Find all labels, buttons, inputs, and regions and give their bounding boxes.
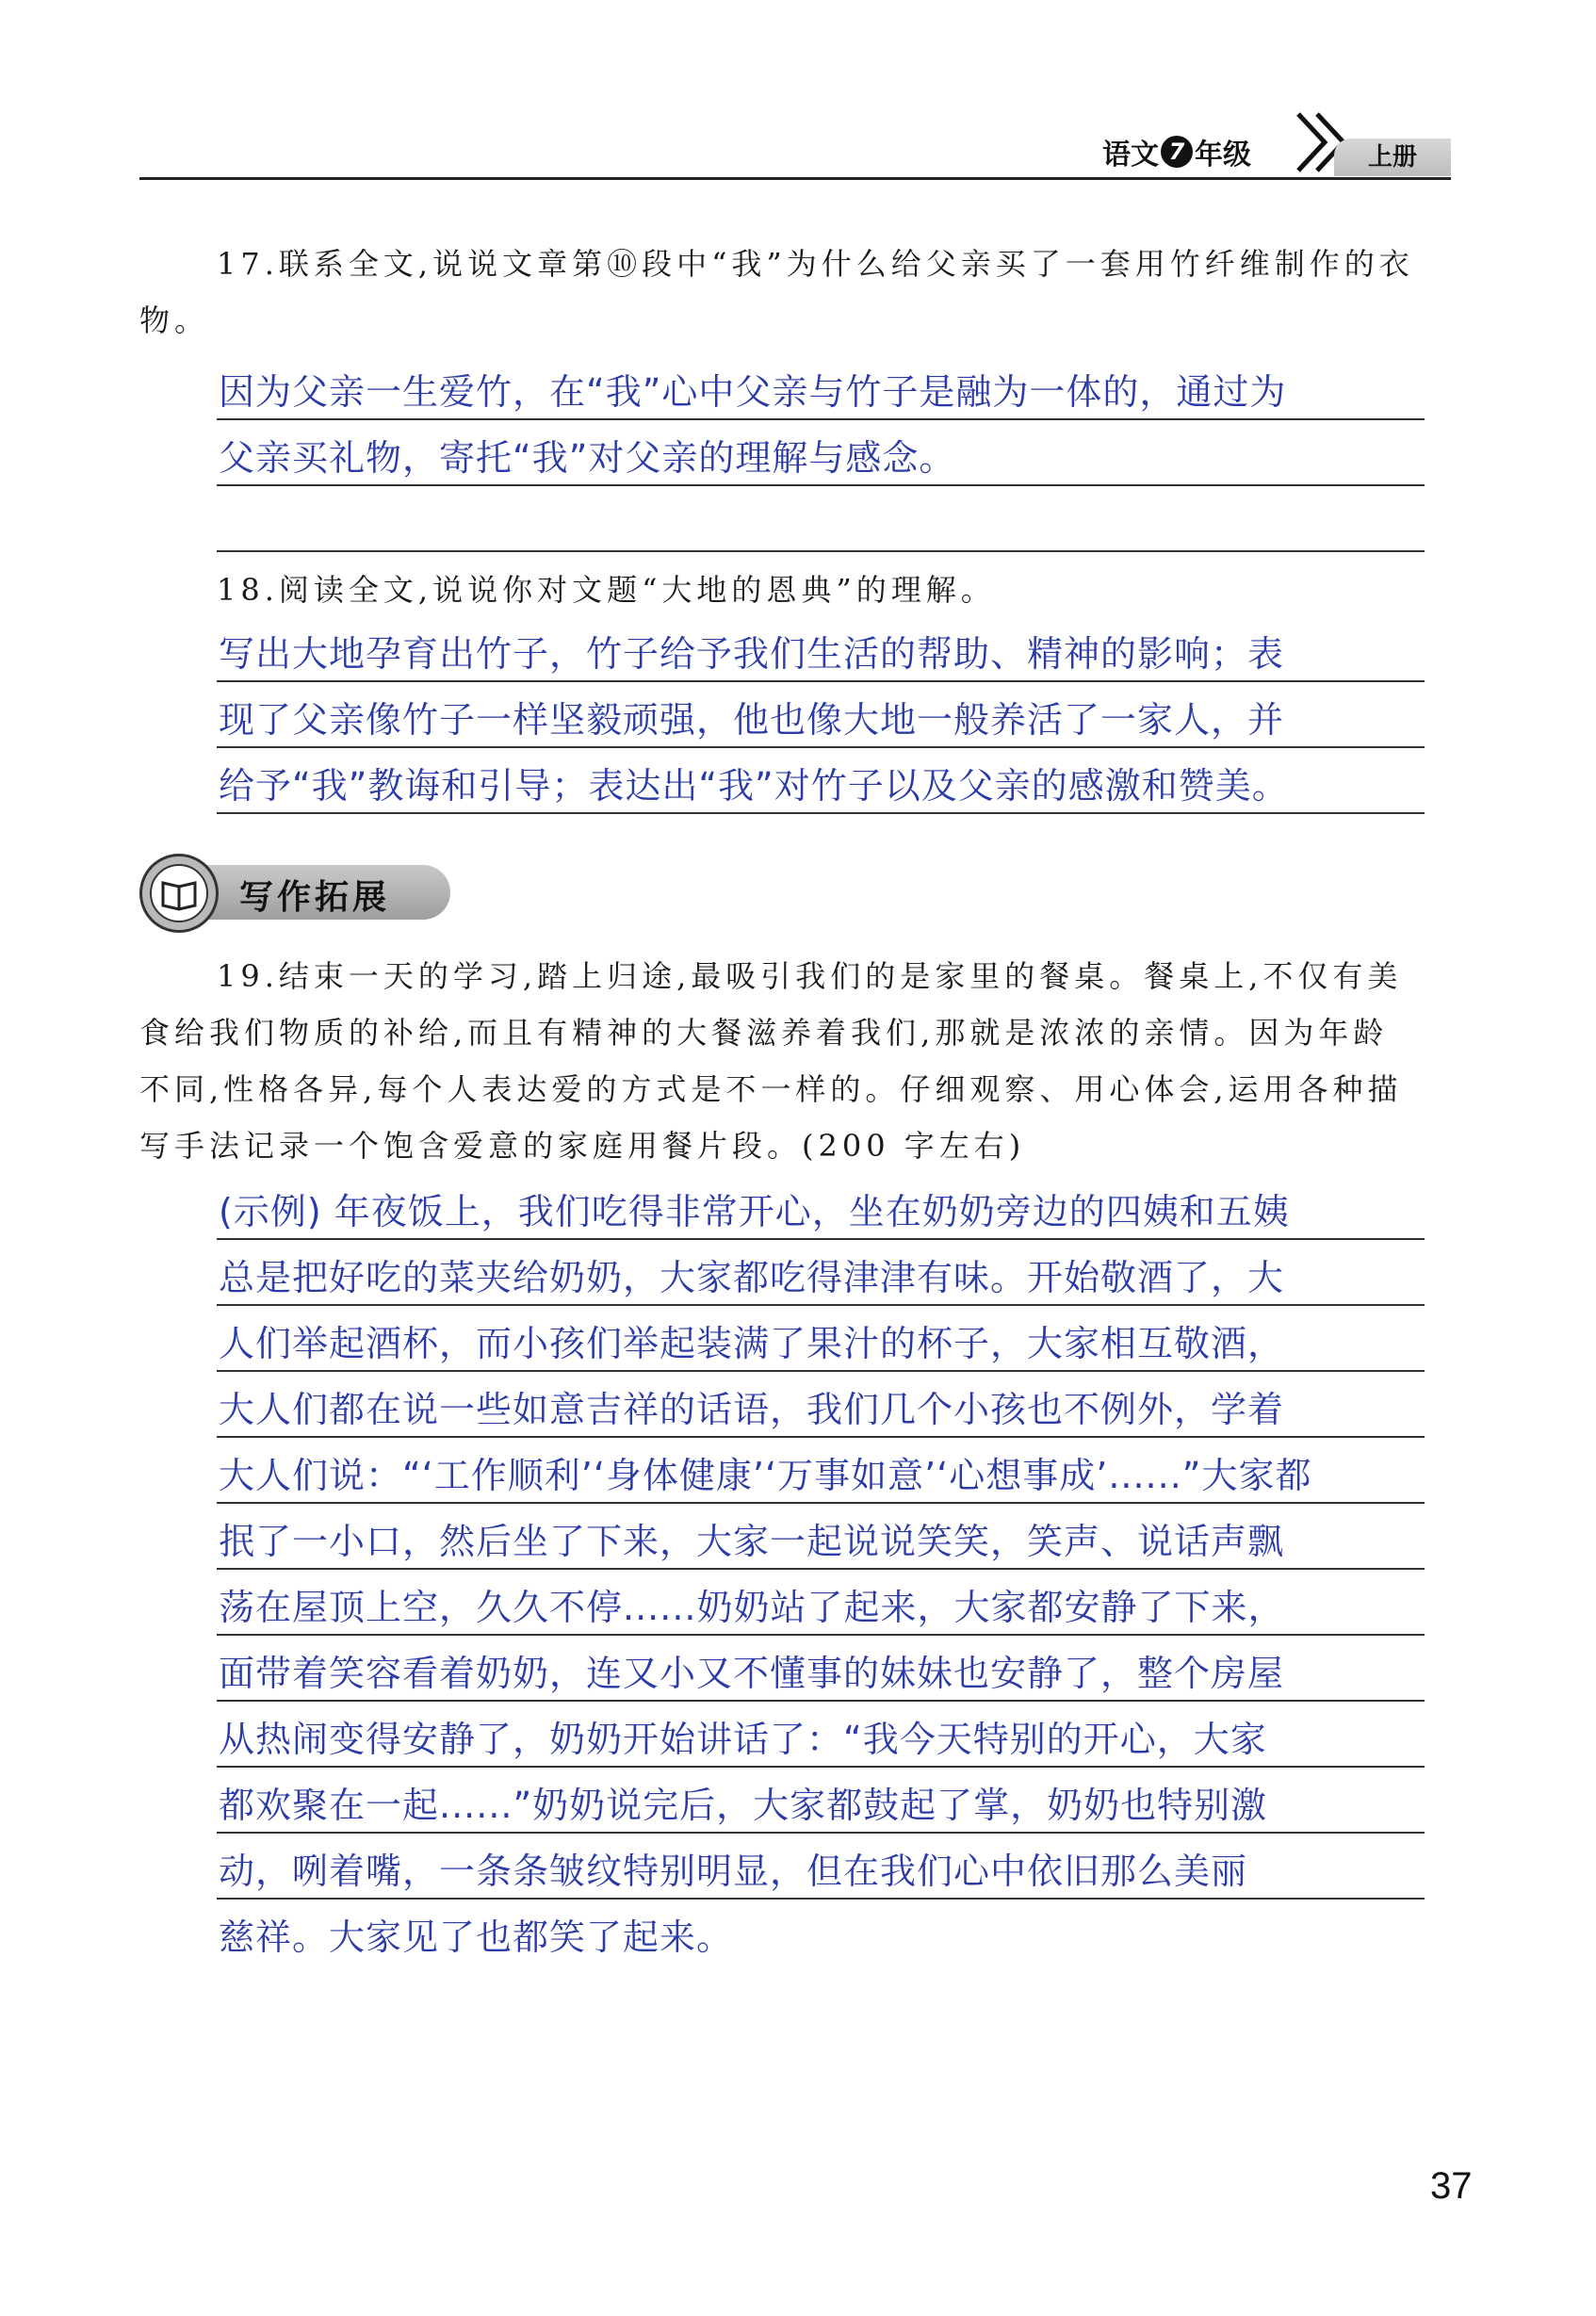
section-heading-writing — [139, 848, 450, 933]
page-header — [139, 127, 1451, 180]
answer-text: 大人们说：“‘工作顺利’‘身体健康’‘万事如意’‘心想事成’......”大家都 — [219, 1455, 1312, 1496]
question-18-prompt: 18.阅读全文,说说你对文题“大地的恩典”的理解。 — [217, 572, 996, 608]
answer-line — [217, 1438, 1425, 1504]
answer-line — [217, 748, 1425, 814]
open-book-icon — [139, 854, 219, 933]
answer-text: 从热闹变得安静了，奶奶开始讲话了：“我今天特别的开心，大家 — [219, 1719, 1267, 1760]
answer-line — [217, 1306, 1425, 1372]
grade-suffix: 年级 — [1195, 139, 1251, 171]
answer-line — [217, 420, 1425, 486]
question-17-prompt: 17.联系全文,说说文章第⑩段中“我”为什么给父亲买了一套用竹纤维制作的衣物。 — [139, 246, 1414, 338]
answer-line — [217, 1702, 1425, 1768]
page-number: 37 — [1430, 2165, 1473, 2207]
question-19-prompt: 19.结束一天的学习,踏上归途,最吸引我们的是家里的餐桌。餐桌上,不仅有美食给我们物质的补给,而且有精神的大餐滋养着我们,那就是浓浓的亲情。因为年龄不同,性格各异,每个人表达爱的方式是不一样的。仔细观察、用心体会,运用各种描写手法记录一个饱含爱意的家庭用餐片段。(200 字左右) — [139, 958, 1403, 1164]
answer-line — [217, 354, 1425, 420]
section-title: 写作拓展 — [239, 878, 391, 917]
subject-label: 语文 — [1102, 139, 1159, 171]
answer-text: (示例) 年夜饭上，我们吃得非常开心，坐在奶奶旁边的四姨和五姨 — [219, 1191, 1290, 1232]
question-18-answer — [217, 616, 1425, 814]
answer-text: 面带着笑容看着奶奶，连又小又不懂事的妹妹也安静了，整个房屋 — [219, 1653, 1285, 1694]
answer-line — [217, 1768, 1425, 1834]
grade-number-badge: 7 — [1161, 136, 1193, 168]
answer-line — [217, 1174, 1425, 1240]
answer-line — [217, 1834, 1425, 1900]
answer-text: 现了父亲像竹子一样坚毅顽强，他也像大地一般养活了一家人，并 — [219, 699, 1285, 741]
answer-text: 慈祥。大家见了也都笑了起来。 — [219, 1916, 734, 1958]
answer-text: 抿了一小口，然后坐了下来，大家一起说说笑笑，笑声、说话声飘 — [219, 1521, 1285, 1562]
answer-text: 大人们都在说一些如意吉祥的话语，我们几个小孩也不例外，学着 — [219, 1389, 1285, 1430]
answer-line — [217, 1240, 1425, 1306]
header-rule — [139, 177, 1451, 180]
answer-line — [217, 1504, 1425, 1570]
answer-text: 给予“我”教诲和引导；表达出“我”对竹子以及父亲的感激和赞美。 — [219, 765, 1289, 807]
answer-text: 荡在屋顶上空，久久不停......奶奶站了起来，大家都安静了下来， — [219, 1587, 1285, 1628]
answer-line — [217, 616, 1425, 682]
answer-text: 写出大地孕育出竹子，竹子给予我们生活的帮助、精神的影响；表 — [219, 633, 1285, 675]
answer-text: 因为父亲一生爱竹，在“我”心中父亲与竹子是融为一体的，通过为 — [219, 371, 1287, 413]
answer-text: 人们举起酒杯，而小孩们举起装满了果汁的杯子，大家相互敬酒， — [219, 1323, 1285, 1364]
answer-line — [217, 682, 1425, 748]
question-19-answer — [217, 1174, 1425, 1964]
answer-line — [217, 1570, 1425, 1636]
answer-line-empty — [217, 486, 1425, 552]
answer-line — [217, 1636, 1425, 1702]
question-17-answer — [217, 354, 1425, 552]
answer-text: 都欢聚在一起......”奶奶说完后，大家都鼓起了掌，奶奶也特别激 — [219, 1785, 1268, 1826]
answer-line — [217, 1900, 1425, 1964]
answer-text: 动，咧着嘴，一条条皱纹特别明显，但在我们心中依旧那么美丽 — [219, 1851, 1248, 1892]
answer-text: 总是把好吃的菜夹给奶奶，大家都吃得津津有味。开始敬酒了，大 — [219, 1257, 1285, 1298]
subject-grade-label — [1102, 131, 1251, 172]
answer-line — [217, 1372, 1425, 1438]
volume-label: 上册 — [1334, 139, 1451, 176]
answer-text: 父亲买礼物，寄托“我”对父亲的理解与感念。 — [219, 437, 956, 479]
